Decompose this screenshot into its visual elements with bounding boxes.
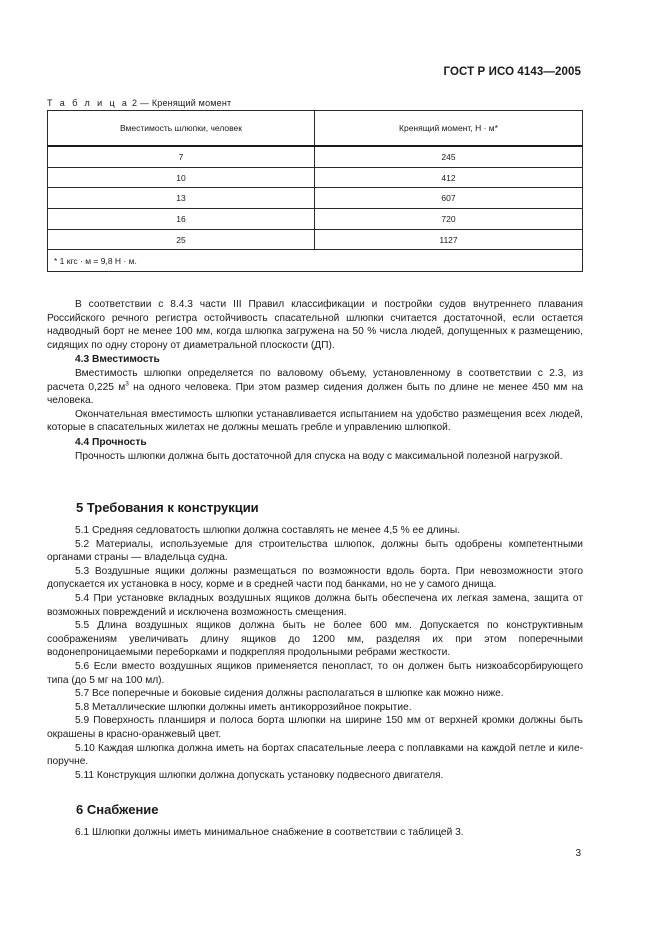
table-header-row	[48, 111, 583, 147]
table-cell-capacity: 10	[48, 167, 315, 188]
paragraph-strength: Прочность шлюпки должна быть достаточной для спуска на воду с максимальной полезной нагрузкой.	[75, 450, 563, 462]
table-row	[48, 209, 583, 230]
paragraph-capacity-part2: на одного человека. При этом размер сидения должен быть по длине не менее 450 мм на человека.	[47, 381, 584, 407]
section-heading-6: 6 Снабжение	[76, 802, 159, 817]
table-cell-moment: 720	[315, 209, 583, 230]
table-row	[48, 167, 583, 188]
clause-5-6: 5.6 Если вместо воздушных ящиков применяется пенопласт, то он должен быть низкоабсорбирующего типа (до 5 мг на 100 мл).	[47, 660, 583, 686]
table-cell-capacity: 13	[48, 188, 315, 209]
table-cell-capacity: 25	[48, 229, 315, 250]
table-footnote: * 1 кгс · м = 9,8 Н · м.	[48, 250, 583, 272]
table-header-moment: Кренящий момент, Н · м*	[315, 111, 583, 147]
table-row	[48, 188, 583, 209]
section-heading-5: 5 Требования к конструкции	[76, 500, 259, 515]
table-header-capacity: Вместимость шлюпки, человек	[48, 111, 315, 147]
clause-5-9: 5.9 Поверхность планширя и полоса борта шлюпки на ширине 150 мм от верхней кромки должны быть окрашены в красно-оранжевый цвет.	[47, 715, 583, 740]
table-caption-prefix: Т а б л и ц а	[47, 98, 130, 108]
clause-6-1: 6.1 Шлюпки должны иметь минимальное снабжение в соответствии с таблицей 3.	[75, 827, 464, 838]
table-row	[48, 146, 583, 167]
table-cell-capacity: 7	[48, 146, 315, 167]
section-6-text	[47, 826, 583, 840]
table-cell-moment: 1127	[315, 229, 583, 250]
clause-5-4: 5.4 При установке вкладных воздушных ящиков должна быть обеспечена их легкая замена, защита от возможных повреждений и исключена возможность смещения.	[47, 592, 583, 618]
paragraph-capacity-part1: Вместимость шлюпки определяется по валовому объему, установленному в соответствии с 2.3, из расчета 0,225 м	[47, 367, 583, 393]
table-cell-moment: 245	[315, 146, 583, 167]
section-4-text	[47, 298, 583, 463]
table-cell-moment: 607	[315, 188, 583, 209]
clause-5-1: 5.1 Средняя седловатость шлюпки должна составлять не менее 4,5 % ее длины.	[75, 525, 461, 536]
table-row	[48, 229, 583, 250]
subsection-heading-4-3: 4.3 Вместимость	[75, 354, 160, 366]
table-cell-capacity: 16	[48, 209, 315, 230]
clause-5-5: 5.5 Длина воздушных ящиков должна быть не более 600 мм. Допускается по конструктивным соображениям увеличивать длину ящиков до 1200 мм, разделяя их при этом поперечными водонепроницаемыми переборками и подкрепляя продольными ребрами жесткости.	[47, 620, 583, 659]
table-caption-title: 2 — Кренящий момент	[129, 98, 232, 108]
clause-5-11: 5.11 Конструкция шлюпки должна допускать установку подвесного двигателя.	[75, 769, 444, 781]
heeling-moment-table	[47, 110, 583, 272]
paragraph-capacity	[47, 367, 583, 408]
clause-5-3: 5.3 Воздушные ящики должны размещаться по возможности вдоль борта. При невозможности этого допускается их установка в носу, корме и в средней части под банками, но не у самого днища.	[47, 565, 583, 591]
paragraph-final-capacity: Окончательная вместимость шлюпки устанавливается испытанием на удобство размещения всех людей, которые в спасательных жилетах не должны мешать гребле и управлению шлюпкой.	[47, 408, 583, 434]
table-caption	[47, 98, 231, 108]
document-header: ГОСТ Р ИСО 4143—2005	[443, 66, 581, 78]
paragraph-stability: В соответствии с 8.4.3 части III Правил классификации и постройки судов внутреннего плавания Российского речного регистра остойчивость спасательной шлюпки считается достаточной, если остается надводный борт не менее 100 мм, когда шлюпка загружена на 50 % числа людей, допущенных к размещению, сидящих по одну сторону от диаметральной плоскости (ДП).	[47, 299, 583, 351]
clause-5-7: 5.7 Все поперечные и боковые сидения должны располагаться в шлюпке как можно ниже.	[75, 688, 504, 700]
page-number: 3	[575, 848, 581, 859]
table-cell-moment: 412	[315, 167, 583, 188]
table-footnote-row	[48, 250, 583, 272]
clause-5-2: 5.2 Материалы, используемые для строительства шлюпок, должны быть одобрены компетентными органами страны — владельца судна.	[47, 538, 583, 564]
section-5-items	[47, 524, 583, 782]
subsection-heading-4-4: 4.4 Прочность	[75, 436, 147, 448]
clause-5-10: 5.10 Каждая шлюпка должна иметь на бортах спасательные леера с поплавками на каждой петле и киле-поручне.	[47, 742, 583, 768]
clause-5-8: 5.8 Металлические шлюпки должны иметь антикоррозийное покрытие.	[75, 701, 412, 713]
superscript-cubic: 3	[125, 380, 129, 388]
